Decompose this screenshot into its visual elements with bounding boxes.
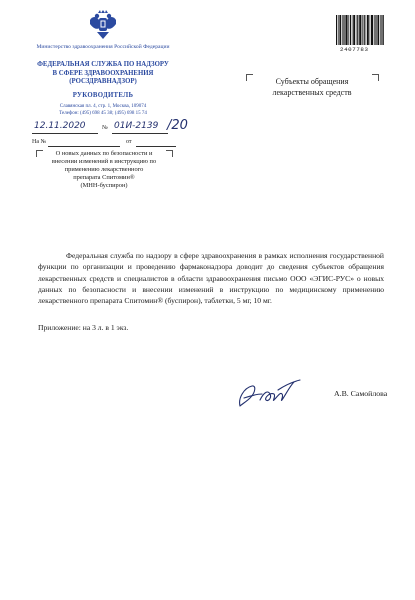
letter-body — [38, 250, 384, 306]
attachment-note: Приложение: на 3 л. в 1 экз. — [38, 323, 129, 332]
barcode-number: 2407783 — [340, 46, 369, 53]
registration-number-suffix: /20 — [167, 118, 188, 133]
ministry-name: Министерство здравоохранения Российской Федерации — [36, 44, 170, 50]
barcode-icon — [336, 15, 384, 47]
recipient-block: Субъекты обращения лекарственных средств — [272, 77, 352, 97]
from-label: от — [126, 139, 132, 145]
letter-subject: О новых данных по безопасности и внесении изменений в инструкцию по применению лекарственного препарата Спитомин® (МНН-буспирон) — [51, 150, 157, 189]
number-underline — [112, 133, 168, 134]
head-title: РУКОВОДИТЕЛЬ — [72, 92, 134, 99]
reference-underline — [48, 146, 120, 147]
address-block: Славянская пл. 4, стр. 1, Москва, 109074 Телефон: (495) 698 45 38; (495) 698 15 74 — [59, 104, 147, 116]
date-underline — [32, 133, 98, 134]
from-underline — [136, 146, 176, 147]
reference-label: На № — [32, 139, 47, 145]
service-name: ФЕДЕРАЛЬНАЯ СЛУЖБА ПО НАДЗОРУ В СФЕРЕ ЗДРАВООХРАНЕНИЯ (РОСЗДРАВНАДЗОР) — [37, 61, 169, 86]
recipient-bracket-right — [372, 74, 379, 81]
number-label: № — [102, 125, 108, 131]
coat-of-arms-emblem-icon — [86, 8, 120, 42]
signer-name: А.В. Самойлова — [334, 389, 388, 398]
handwritten-signature — [234, 376, 304, 410]
registration-number: 01И-2139 — [114, 121, 159, 131]
registration-date: 12.11.2020 — [34, 121, 86, 131]
body-paragraph: Федеральная служба по надзору в сфере здравоохранения в рамках исполнения государственной функции по организации и проведению фармаконадзора доводит до сведения субъектов обращения лекарственных средств и специалистов в области здравоохранения письмо ООО «ЭГИС-РУС» о новых данных по безопасности и внесении изменений в инструкцию по медицинскому применению лекарственного препарата Спитомин® (буспирон), таблетки, 5 мг, 10 мг. — [38, 251, 384, 306]
